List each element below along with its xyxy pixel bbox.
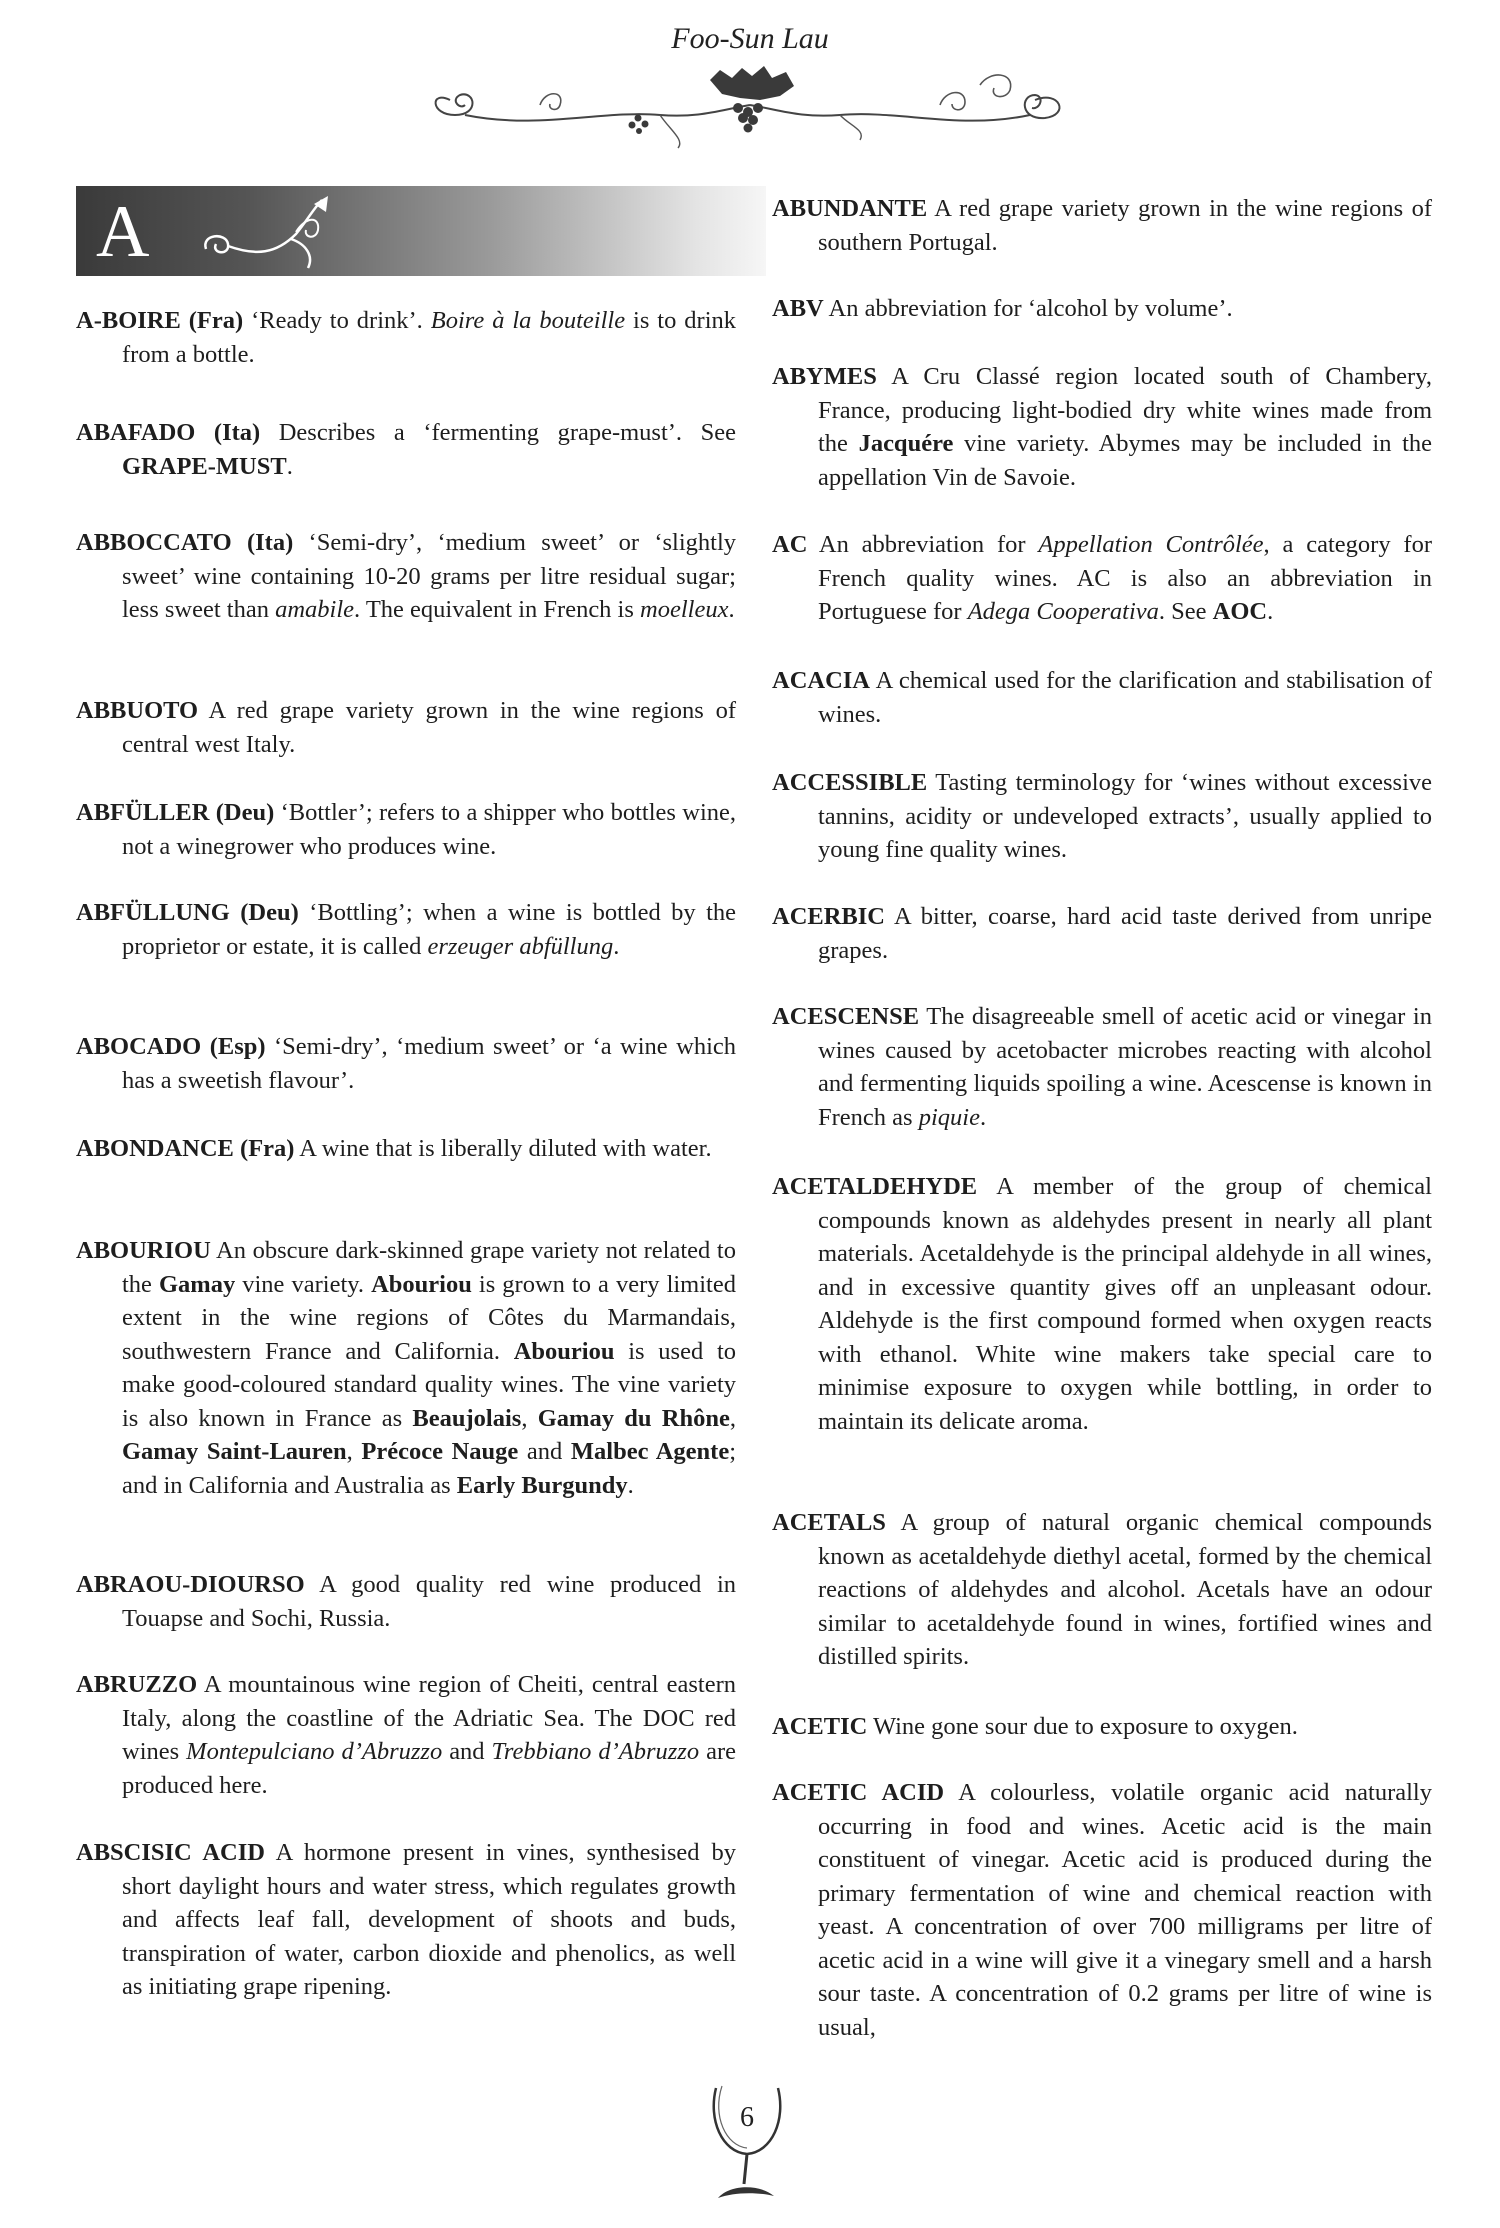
headword: ABOCADO bbox=[76, 1033, 202, 1060]
definition-text: is used to make good-coloured standard quality wines. The vine variety is also known in France as bbox=[122, 1337, 736, 1432]
entry-abymes bbox=[772, 360, 1432, 494]
headword: ABONDANCE bbox=[76, 1135, 234, 1162]
headword: ACETIC bbox=[772, 1713, 868, 1740]
headword: AC bbox=[772, 531, 808, 558]
vine-ornament-icon bbox=[420, 60, 1080, 155]
definition-italic: piquie bbox=[918, 1103, 980, 1131]
headword: ACETALDEHYDE bbox=[772, 1173, 978, 1200]
definition-text: Tasting terminology for ‘wines without excessive tannins, acidity or undeveloped extracts’, usually applied to young fine quality wines. bbox=[818, 769, 1432, 863]
page-number-badge bbox=[702, 2080, 792, 2210]
definition-text: ; and in California and Australia as bbox=[122, 1438, 737, 1499]
language-code: (Ita) bbox=[213, 419, 261, 446]
definition-text: . bbox=[627, 1471, 634, 1499]
entry-abboccato bbox=[76, 526, 736, 627]
headword: ABRUZZO bbox=[76, 1671, 198, 1698]
headword: ABBOCCATO bbox=[76, 529, 232, 556]
cross-reference: Early Burgundy bbox=[456, 1471, 628, 1499]
entry-acetals bbox=[772, 1506, 1432, 1674]
headword: ABSCISIC ACID bbox=[76, 1839, 265, 1866]
entry-acerbic bbox=[772, 900, 1432, 967]
entry-abundante bbox=[772, 192, 1432, 259]
definition-text: and bbox=[442, 1738, 492, 1765]
headword: ACESCENSE bbox=[772, 1003, 920, 1030]
definition-text: ‘Bottling’; when a wine is bottled by the proprietor or estate, it is called bbox=[122, 899, 737, 960]
language-code: (Ita) bbox=[246, 529, 294, 556]
headword: ABOURIOU bbox=[76, 1237, 211, 1264]
headword: ABRAOU-DIOURSO bbox=[76, 1571, 305, 1598]
definition-italic: Montepulciano d’Abruzzo bbox=[186, 1738, 443, 1765]
definition-text: An abbreviation for ‘alcohol by volume’. bbox=[823, 295, 1233, 322]
definition-text: . bbox=[613, 932, 620, 960]
headword: ACCESSIBLE bbox=[772, 769, 928, 796]
definition-text: is to drink from a bottle. bbox=[122, 307, 737, 368]
definition-text: A chemical used for the clarification and stabilisation of wines. bbox=[818, 667, 1432, 728]
entry-abraou-diourso bbox=[76, 1568, 736, 1635]
cross-reference: Jacquére bbox=[858, 430, 954, 457]
entry-abocado bbox=[76, 1030, 736, 1097]
headword: A-BOIRE bbox=[76, 307, 181, 334]
cross-reference: Beaujolais bbox=[412, 1404, 522, 1432]
definition-italic: amabile bbox=[275, 596, 355, 623]
page-number: 6 bbox=[740, 2102, 754, 2133]
cross-reference: Gamay bbox=[158, 1270, 236, 1298]
language-code: (Deu) bbox=[240, 899, 299, 926]
definition-text: . The equivalent in French is bbox=[354, 596, 641, 623]
headword: ABUNDANTE bbox=[772, 195, 928, 222]
definition-text: A bitter, coarse, hard acid taste derived from unripe grapes. bbox=[818, 903, 1432, 964]
definition-text: vine variety. bbox=[235, 1270, 372, 1298]
entry-acetaldehyde bbox=[772, 1170, 1432, 1438]
definition-italic: erzeuger abfüllung bbox=[427, 932, 614, 960]
definition-text: ‘Bottler’; refers to a shipper who bottles wine, not a winegrower who produces wine. bbox=[122, 799, 736, 860]
definition-text: ‘Ready to drink’. bbox=[243, 307, 431, 334]
cross-reference: Malbec Agente bbox=[570, 1438, 730, 1465]
language-code: (Deu) bbox=[215, 799, 275, 826]
headword: ABFÜLLUNG bbox=[76, 899, 230, 926]
cross-reference: Gamay Saint-Lauren bbox=[122, 1438, 347, 1465]
definition-text: An obscure dark-skinned grape variety not related to the bbox=[122, 1237, 736, 1298]
definition-text: A red grape variety grown in the wine regions of southern Portugal. bbox=[818, 195, 1432, 256]
definition-text: Describes a ‘fermenting grape-must’. See bbox=[260, 419, 737, 446]
entry-abondance bbox=[76, 1132, 736, 1166]
definition-text: A good quality red wine produced in Touapse and Sochi, Russia. bbox=[122, 1571, 736, 1632]
cross-reference: Abouriou bbox=[371, 1270, 472, 1298]
definition-italic: moelleux bbox=[640, 596, 729, 623]
language-code: (Fra) bbox=[188, 307, 244, 334]
definition-text: is grown to a very limited extent in the wine regions of Côtes du Marmandais, southwestern France and California. bbox=[122, 1270, 736, 1365]
definition-text: A colourless, volatile organic acid naturally occurring in food and wines. Acetic acid is the main constituent of vinegar. Acetic acid is produced during the primary fermentation of wine and chemical reaction with yeast. A concentration of over 700 milligrams per litre of acetic acid in a wine will give it a vinegary smell and a harsh sour taste. A concentration of 0.2 grams per litre of wine is usual, bbox=[818, 1779, 1432, 2041]
definition-italic: Boire à la bouteille bbox=[430, 307, 626, 334]
definition-text: , bbox=[729, 1404, 736, 1432]
cross-reference: Gamay du Rhône bbox=[537, 1404, 730, 1432]
entry-abscisic-acid bbox=[76, 1836, 736, 2004]
headword: ABYMES bbox=[772, 363, 877, 390]
flourish-icon bbox=[196, 194, 416, 274]
entry-abafado bbox=[76, 416, 736, 483]
definition-text: and bbox=[518, 1438, 571, 1465]
definition-italic: Trebbiano d’Abruzzo bbox=[491, 1738, 700, 1765]
definition-text: . See bbox=[1158, 598, 1213, 625]
definition-text: . bbox=[728, 596, 735, 623]
definition-text: ‘Semi-dry’, ‘medium sweet’ or ‘slightly sweet’ wine containing 10-20 grams per litre residual sugar; less sweet than bbox=[122, 529, 737, 623]
running-head: Foo-Sun Lau bbox=[671, 22, 829, 55]
cross-reference: AOC bbox=[1212, 598, 1268, 625]
entry-acacia bbox=[772, 664, 1432, 731]
headword: ABBUOTO bbox=[76, 697, 199, 724]
headword: ACETALS bbox=[772, 1509, 886, 1536]
definition-text: ‘Semi-dry’, ‘medium sweet’ or ‘a wine which has a sweetish flavour’. bbox=[122, 1033, 737, 1094]
definition-text: . bbox=[1267, 598, 1274, 625]
entry-acescense bbox=[772, 1000, 1432, 1134]
entry-abfullung bbox=[76, 896, 736, 963]
definition-text: A mountainous wine region of Cheiti, central eastern Italy, along the coastline of the Adriatic Sea. The DOC red wines bbox=[122, 1671, 736, 1765]
definition-italic: Appellation Contrôlée bbox=[1038, 531, 1264, 558]
cross-reference: Abouriou bbox=[513, 1337, 615, 1365]
language-code: (Fra) bbox=[240, 1135, 295, 1162]
entry-abruzzo bbox=[76, 1668, 736, 1802]
headword: ACETIC ACID bbox=[772, 1779, 945, 1806]
definition-text: A hormone present in vines, synthesised by short daylight hours and water stress, which regulates growth and affects leaf fall, development of shoots and buds, transpiration of water, carbon dioxide and phenolics, as well as initiating grape ripening. bbox=[122, 1839, 736, 2000]
definition-text: . bbox=[979, 1103, 987, 1131]
definition-text: . bbox=[286, 452, 293, 480]
entry-abouriou bbox=[76, 1234, 736, 1502]
definition-italic: Adega Cooperativa bbox=[967, 598, 1159, 625]
definition-text: , a category for French quality wines. AC is also an abbreviation in Portuguese for bbox=[818, 531, 1432, 625]
definition-text: , bbox=[521, 1404, 538, 1432]
section-letter: A bbox=[96, 191, 151, 273]
definition-text: vine variety. Abymes may be included in the appellation Vin de Savoie. bbox=[818, 430, 1433, 491]
entry-acetic bbox=[772, 1710, 1432, 1744]
definition-text: Wine gone sour due to exposure to oxygen. bbox=[867, 1713, 1298, 1740]
section-letter-banner bbox=[76, 186, 766, 276]
definition-text: , bbox=[346, 1438, 362, 1465]
definition-text: A Cru Classé region located south of Chambery, France, producing light-bodied dry white wines made from the bbox=[818, 363, 1432, 457]
headword: ABAFADO bbox=[76, 419, 196, 446]
cross-reference: GRAPE-MUST bbox=[122, 452, 287, 480]
entry-accessible bbox=[772, 766, 1432, 867]
cross-reference: Précoce Nauge bbox=[361, 1438, 519, 1465]
headword: ACERBIC bbox=[772, 903, 885, 930]
headword: ABFÜLLER bbox=[76, 799, 210, 826]
definition-text: are produced here. bbox=[122, 1738, 736, 1799]
entry-ac bbox=[772, 528, 1432, 629]
entry-abv bbox=[772, 292, 1432, 326]
headword: ACACIA bbox=[772, 667, 870, 694]
entry-abbuoto bbox=[76, 694, 736, 761]
definition-text: A group of natural organic chemical compounds known as acetaldehyde diethyl acetal, formed by the chemical reactions of aldehydes and alcohol. Acetals have an odour similar to acetaldehyde found in wines, fortified wines and distilled spirits. bbox=[818, 1509, 1432, 1670]
definition-text: A wine that is liberally diluted with water. bbox=[294, 1135, 712, 1162]
definition-text: A member of the group of chemical compounds known as aldehydes present in nearly all plant materials. Acetaldehyde is the principal aldehyde in all wines, and in excessive quantity gives off an unpleasant odour. Aldehyde is the first compound formed when oxygen reacts with ethanol. White wine makers take special care to minimise exposure to oxygen while bottling, in order to maintain its delicate aroma. bbox=[818, 1173, 1432, 1435]
wine-glass-icon bbox=[702, 2080, 792, 2210]
definition-text: The disagreeable smell of acetic acid or vinegar in wines caused by acetobacter microbes reacting with alcohol and fermenting liquids spoiling a wine. Acescense is known in French as bbox=[818, 1003, 1432, 1131]
definition-text: An abbreviation for bbox=[807, 531, 1039, 558]
definition-text: A red grape variety grown in the wine regions of central west Italy. bbox=[122, 697, 736, 758]
entry-acetic-acid bbox=[772, 1776, 1432, 2044]
language-code: (Esp) bbox=[209, 1033, 266, 1060]
headword: ABV bbox=[772, 295, 824, 322]
entry-a-boire bbox=[76, 304, 736, 371]
entry-abfuller bbox=[76, 796, 736, 863]
